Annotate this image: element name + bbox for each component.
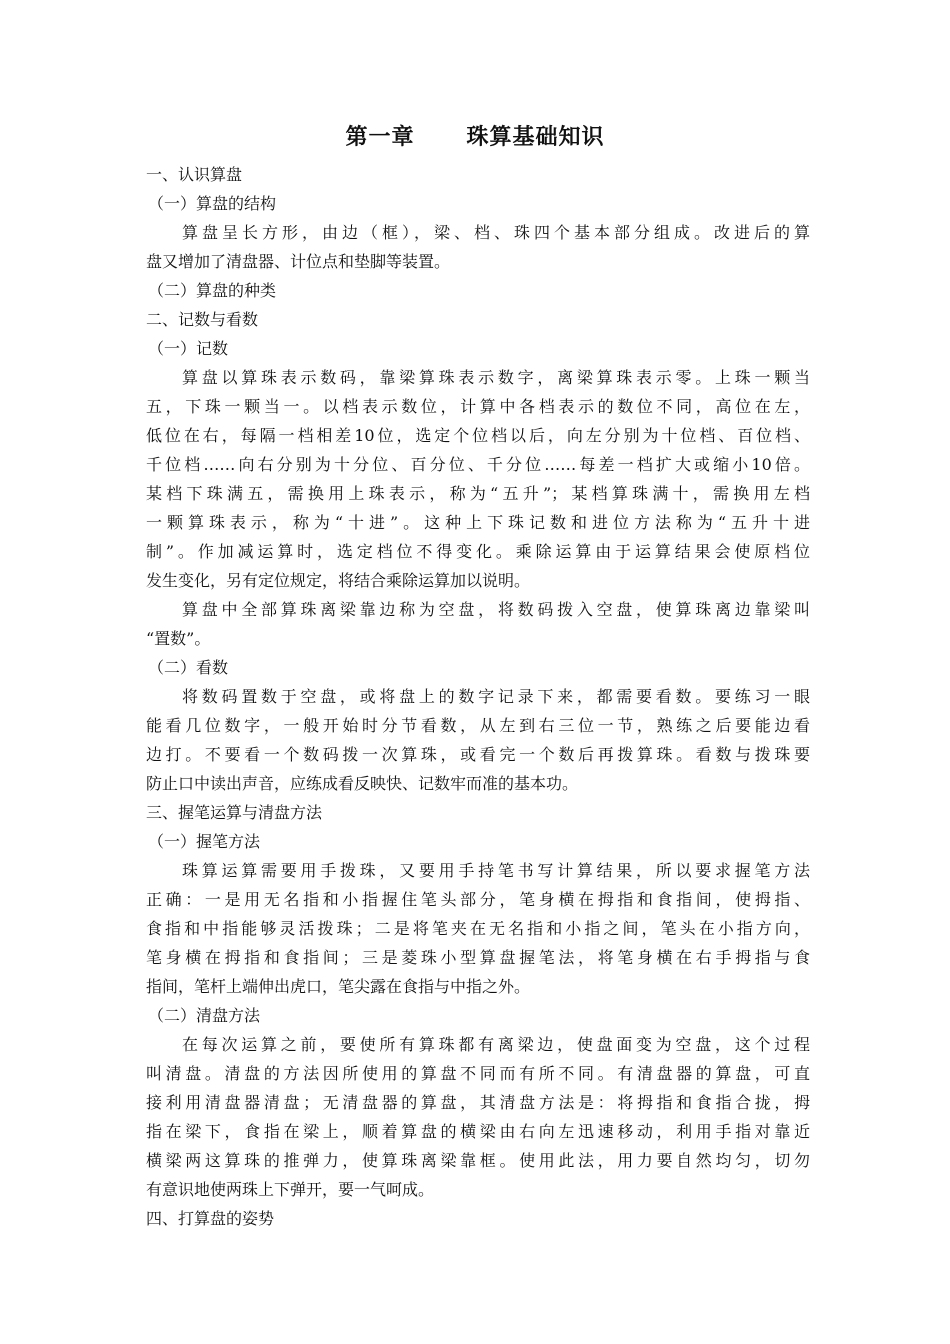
paragraph-line: 叫清盘。清盘的方法因所使用的算盘不同而有所不同。有清盘器的算盘，可直 <box>146 1064 810 1083</box>
paragraph-line: 将数码置数于空盘，或将盘上的数字记录下来，都需要看数。要练习一眼 <box>182 687 810 706</box>
paragraph-line: 笔身横在拇指和食指间；三是菱珠小型算盘握笔法，将笔身横在右手拇指与食 <box>146 948 810 967</box>
section-heading: 三、握笔运算与清盘方法 <box>146 803 323 822</box>
paragraph-line: 指间，笔杆上端伸出虎口，笔尖露在食指与中指之外。 <box>146 977 531 996</box>
paragraph-line: 指在梁下，食指在梁上，顺着算盘的横梁由右向左迅速移动，利用手指对靠近 <box>146 1122 810 1141</box>
section-heading: 二、记数与看数 <box>146 310 259 329</box>
chapter-number: 第一章 <box>345 125 415 150</box>
paragraph-line: 低位在右，每隔一档相差10位，选定个位档以后，向左分别为十位档、百位档、 <box>146 426 810 445</box>
subsection-heading: （一）算盘的结构 <box>148 194 277 213</box>
section-heading: 四、打算盘的姿势 <box>146 1209 275 1228</box>
chapter-title <box>0 120 950 151</box>
paragraph-line: 珠算运算需要用手拨珠，又要用手持笔书写计算结果，所以要求握笔方法 <box>182 861 810 880</box>
paragraph-line: 某档下珠满五，需换用上珠表示，称为“五升”；某档算珠满十，需换用左档 <box>146 484 810 503</box>
subsection-heading: （二）看数 <box>148 658 229 677</box>
paragraph-line: 算盘以算珠表示数码，靠梁算珠表示数字，离梁算珠表示零。上珠一颗当 <box>182 368 810 387</box>
paragraph-line: 盘又增加了清盘器、计位点和垫脚等装置。 <box>146 252 451 271</box>
subsection-heading: （一）握笔方法 <box>148 832 261 851</box>
subsection-heading: （二）清盘方法 <box>148 1006 261 1025</box>
paragraph-line: 食指和中指能够灵活拨珠；二是将笔夹在无名指和小指之间，笔头在小指方向， <box>146 919 810 938</box>
paragraph-line: 在每次运算之前，要使所有算珠都有离梁边，使盘面变为空盘，这个过程 <box>182 1035 810 1054</box>
paragraph-line: 边打。不要看一个数码拨一次算珠，或看完一个数后再拨算珠。看数与拨珠要 <box>146 745 810 764</box>
chapter-name: 珠算基础知识 <box>466 125 605 150</box>
paragraph-line: 算盘中全部算珠离梁靠边称为空盘，将数码拨入空盘，使算珠离边靠梁叫 <box>182 600 810 619</box>
paragraph-line: 发生变化，另有定位规定，将结合乘除运算加以说明。 <box>146 571 531 590</box>
paragraph-line: 算盘呈长方形，由边（框），梁、档、珠四个基本部分组成。改进后的算 <box>182 223 810 242</box>
subsection-heading: （二）算盘的种类 <box>148 281 277 300</box>
paragraph-line: 正确：一是用无名指和小指握住笔头部分，笔身横在拇指和食指间，使拇指、 <box>146 890 810 909</box>
paragraph-line: “置数”。 <box>146 629 211 648</box>
paragraph-line: 防止口中读出声音，应练成看反映快、记数牢而准的基本功。 <box>146 774 579 793</box>
paragraph-line: 制”。作加减运算时，选定档位不得变化。乘除运算由于运算结果会使原档位 <box>146 542 810 561</box>
paragraph-line: 一颗算珠表示，称为“十进”。这种上下珠记数和进位方法称为“五升十进 <box>146 513 810 532</box>
paragraph-line: 能看几位数字，一般开始时分节看数，从左到右三位一节，熟练之后要能边看 <box>146 716 810 735</box>
paragraph-line: 接利用清盘器清盘；无清盘器的算盘，其清盘方法是：将拇指和食指合拢，拇 <box>146 1093 810 1112</box>
paragraph-line: 横梁两这算珠的推弹力，使算珠离梁靠框。使用此法，用力要自然均匀，切勿 <box>146 1151 810 1170</box>
document-body <box>146 160 810 1233</box>
section-heading: 一、认识算盘 <box>146 165 243 184</box>
subsection-heading: （一）记数 <box>148 339 229 358</box>
paragraph-line: 有意识地使两珠上下弹开，要一气呵成。 <box>146 1180 435 1199</box>
paragraph-line: 千位档……向右分别为十分位、百分位、千分位……每差一档扩大或缩小10倍。 <box>146 455 810 474</box>
paragraph-line: 五，下珠一颗当一。以档表示数位，计算中各档表示的数位不同，高位在左， <box>146 397 810 416</box>
